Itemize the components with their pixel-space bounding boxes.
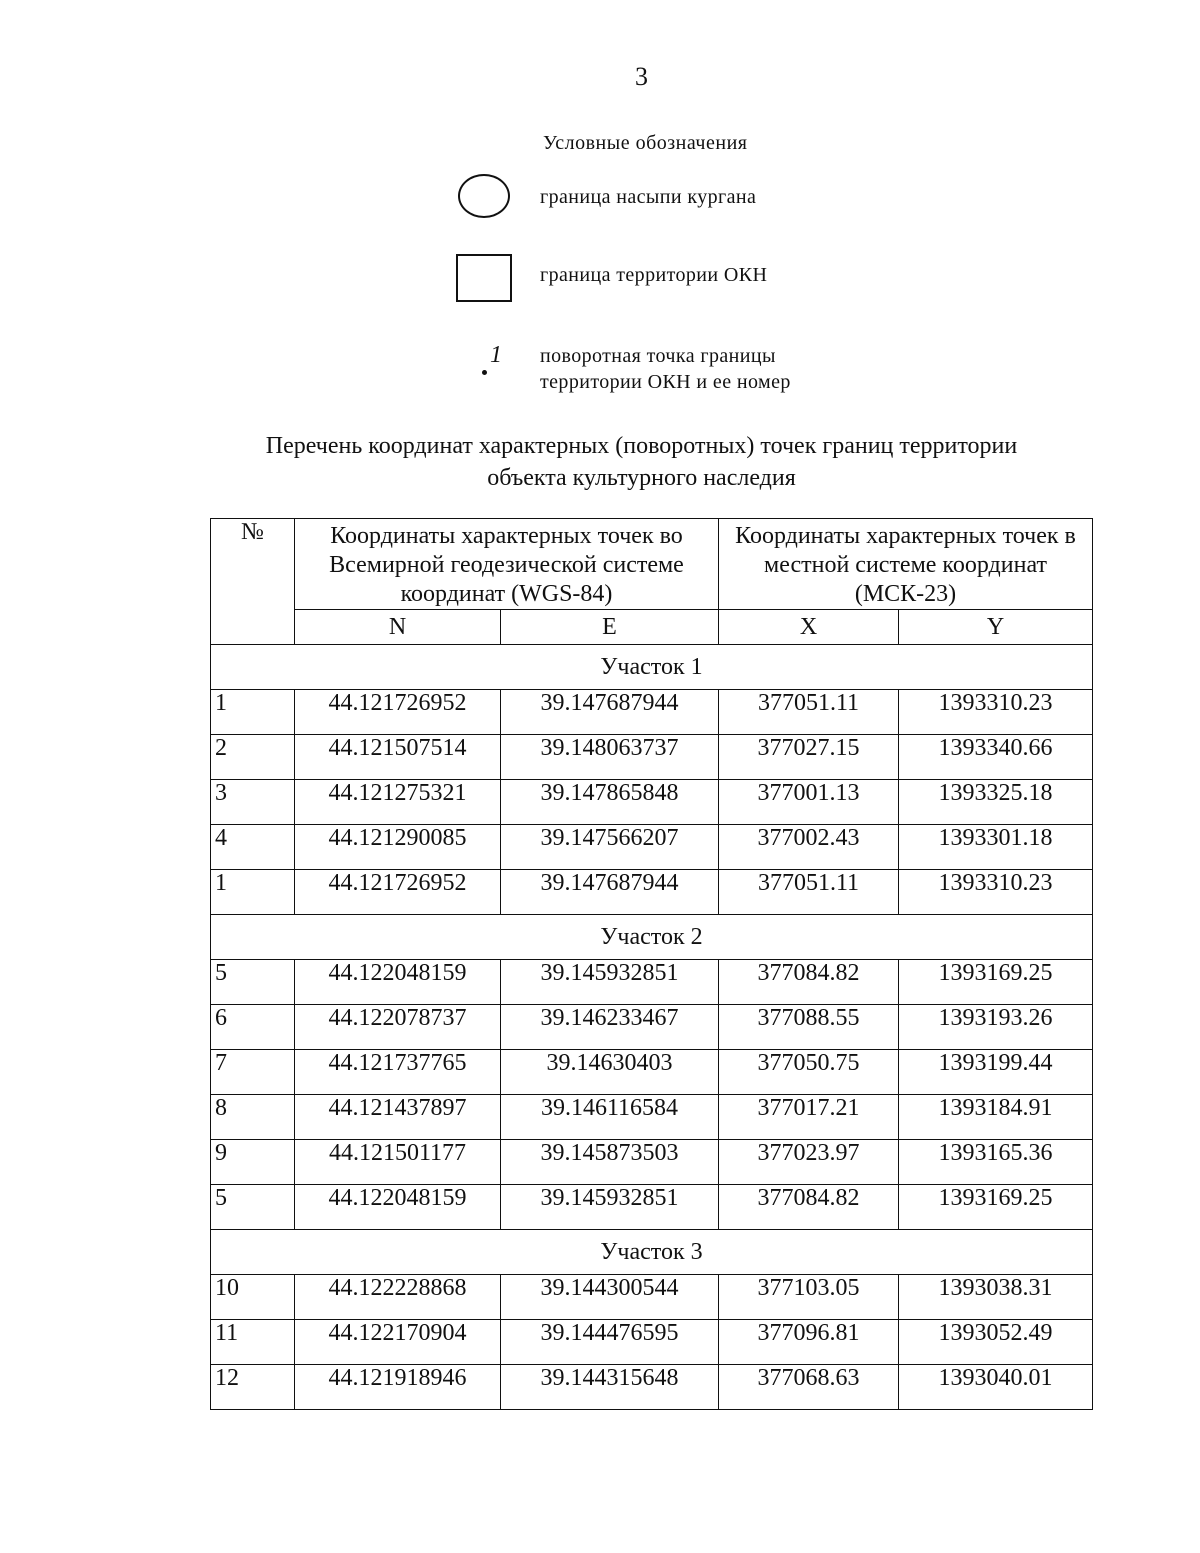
cell-e: 39.147865848 — [501, 780, 719, 825]
table-body — [211, 645, 1093, 1410]
cell-e: 39.145932851 — [501, 1185, 719, 1230]
table-row — [211, 1005, 1093, 1050]
turning-point-dot — [482, 370, 487, 375]
legend-label-mound-boundary: граница насыпи кургана — [540, 186, 757, 208]
cell-x: 377051.11 — [719, 870, 899, 915]
cell-e: 39.147687944 — [501, 690, 719, 735]
cell-n: 44.121275321 — [295, 780, 501, 825]
cell-y: 1393040.01 — [899, 1365, 1093, 1410]
header-x: X — [719, 610, 899, 645]
cell-y: 1393165.36 — [899, 1140, 1093, 1185]
cell-point-number: 1 — [211, 690, 295, 735]
turning-point-number: 1 — [490, 342, 502, 368]
cell-n: 44.121437897 — [295, 1095, 501, 1140]
table-row — [211, 735, 1093, 780]
cell-n: 44.122078737 — [295, 1005, 501, 1050]
header-e: E — [501, 610, 719, 645]
cell-e: 39.14630403 — [501, 1050, 719, 1095]
table-row — [211, 825, 1093, 870]
cell-x: 377068.63 — [719, 1365, 899, 1410]
cell-y: 1393169.25 — [899, 1185, 1093, 1230]
cell-x: 377002.43 — [719, 825, 899, 870]
cell-y: 1393038.31 — [899, 1275, 1093, 1320]
cell-n: 44.121918946 — [295, 1365, 501, 1410]
table-row — [211, 1365, 1093, 1410]
header-msk-coordinates: Координаты характерных точек в местной системе координат (МСК-23) — [719, 519, 1093, 610]
table-row — [211, 960, 1093, 1005]
cell-point-number: 12 — [211, 1365, 295, 1410]
cell-y: 1393301.18 — [899, 825, 1093, 870]
turning-point-icon — [480, 342, 520, 388]
cell-e: 39.144476595 — [501, 1320, 719, 1365]
cell-e: 39.147566207 — [501, 825, 719, 870]
cell-point-number: 10 — [211, 1275, 295, 1320]
cell-point-number: 5 — [211, 960, 295, 1005]
header-number: № — [211, 519, 295, 645]
cell-y: 1393169.25 — [899, 960, 1093, 1005]
cell-x: 377023.97 — [719, 1140, 899, 1185]
cell-x: 377051.11 — [719, 690, 899, 735]
cell-y: 1393184.91 — [899, 1095, 1093, 1140]
table-row — [211, 1140, 1093, 1185]
cell-x: 377103.05 — [719, 1275, 899, 1320]
cell-point-number: 4 — [211, 825, 295, 870]
section-row — [211, 915, 1093, 960]
cell-n: 44.122170904 — [295, 1320, 501, 1365]
cell-point-number: 9 — [211, 1140, 295, 1185]
table-row — [211, 1095, 1093, 1140]
cell-y: 1393199.44 — [899, 1050, 1093, 1095]
cell-point-number: 1 — [211, 870, 295, 915]
legend-label-turning-point — [540, 343, 791, 395]
cell-point-number: 5 — [211, 1185, 295, 1230]
section-title: Участок 1 — [211, 645, 1093, 690]
cell-x: 377027.15 — [719, 735, 899, 780]
cell-y: 1393325.18 — [899, 780, 1093, 825]
cell-point-number: 7 — [211, 1050, 295, 1095]
table-row — [211, 1320, 1093, 1365]
cell-x: 377096.81 — [719, 1320, 899, 1365]
table-subheader-row — [211, 610, 1093, 645]
cell-e: 39.145873503 — [501, 1140, 719, 1185]
cell-e: 39.147687944 — [501, 870, 719, 915]
cell-n: 44.121737765 — [295, 1050, 501, 1095]
cell-point-number: 6 — [211, 1005, 295, 1050]
cell-point-number: 8 — [211, 1095, 295, 1140]
section-title: Участок 3 — [211, 1230, 1093, 1275]
cell-e: 39.144300544 — [501, 1275, 719, 1320]
header-wgs-coordinates: Координаты характерных точек во Всемирной геодезической системе координат (WGS-84) — [295, 519, 719, 610]
cell-x: 377017.21 — [719, 1095, 899, 1140]
cell-x: 377084.82 — [719, 1185, 899, 1230]
cell-y: 1393310.23 — [899, 870, 1093, 915]
cell-y: 1393193.26 — [899, 1005, 1093, 1050]
table-row — [211, 780, 1093, 825]
legend-label-turning-point-line2: территории ОКН и ее номер — [540, 371, 791, 393]
cell-n: 44.121726952 — [295, 870, 501, 915]
cell-n: 44.121507514 — [295, 735, 501, 780]
cell-x: 377088.55 — [719, 1005, 899, 1050]
table-title-line2: объекта культурного наследия — [487, 465, 796, 491]
table-row — [211, 1050, 1093, 1095]
cell-n: 44.122048159 — [295, 1185, 501, 1230]
square-outline-icon — [456, 254, 512, 302]
coordinates-table — [210, 518, 1093, 1410]
legend-title: Условные обозначения — [543, 132, 748, 154]
table-row — [211, 690, 1093, 735]
cell-n: 44.122228868 — [295, 1275, 501, 1320]
cell-x: 377050.75 — [719, 1050, 899, 1095]
cell-point-number: 11 — [211, 1320, 295, 1365]
table-title — [200, 430, 1083, 494]
cell-y: 1393340.66 — [899, 735, 1093, 780]
cell-n: 44.121501177 — [295, 1140, 501, 1185]
table-title-line1: Перечень координат характерных (поворотных) точек границ территории — [265, 433, 1018, 459]
circle-outline-icon — [458, 174, 510, 218]
table-row — [211, 870, 1093, 915]
cell-e: 39.144315648 — [501, 1365, 719, 1410]
header-n: N — [295, 610, 501, 645]
cell-e: 39.148063737 — [501, 735, 719, 780]
cell-y: 1393310.23 — [899, 690, 1093, 735]
table-header-row — [211, 519, 1093, 610]
cell-point-number: 2 — [211, 735, 295, 780]
cell-e: 39.146233467 — [501, 1005, 719, 1050]
section-title: Участок 2 — [211, 915, 1093, 960]
table-row — [211, 1275, 1093, 1320]
legend-label-turning-point-line1: поворотная точка границы — [540, 345, 776, 367]
page-number: 3 — [635, 62, 648, 91]
cell-x: 377001.13 — [719, 780, 899, 825]
cell-x: 377084.82 — [719, 960, 899, 1005]
cell-n: 44.121290085 — [295, 825, 501, 870]
cell-point-number: 3 — [211, 780, 295, 825]
cell-e: 39.146116584 — [501, 1095, 719, 1140]
cell-n: 44.121726952 — [295, 690, 501, 735]
header-y: Y — [899, 610, 1093, 645]
section-row — [211, 1230, 1093, 1275]
cell-y: 1393052.49 — [899, 1320, 1093, 1365]
section-row — [211, 645, 1093, 690]
legend-label-territory-boundary: граница территории ОКН — [540, 264, 768, 286]
table-row — [211, 1185, 1093, 1230]
cell-e: 39.145932851 — [501, 960, 719, 1005]
cell-n: 44.122048159 — [295, 960, 501, 1005]
